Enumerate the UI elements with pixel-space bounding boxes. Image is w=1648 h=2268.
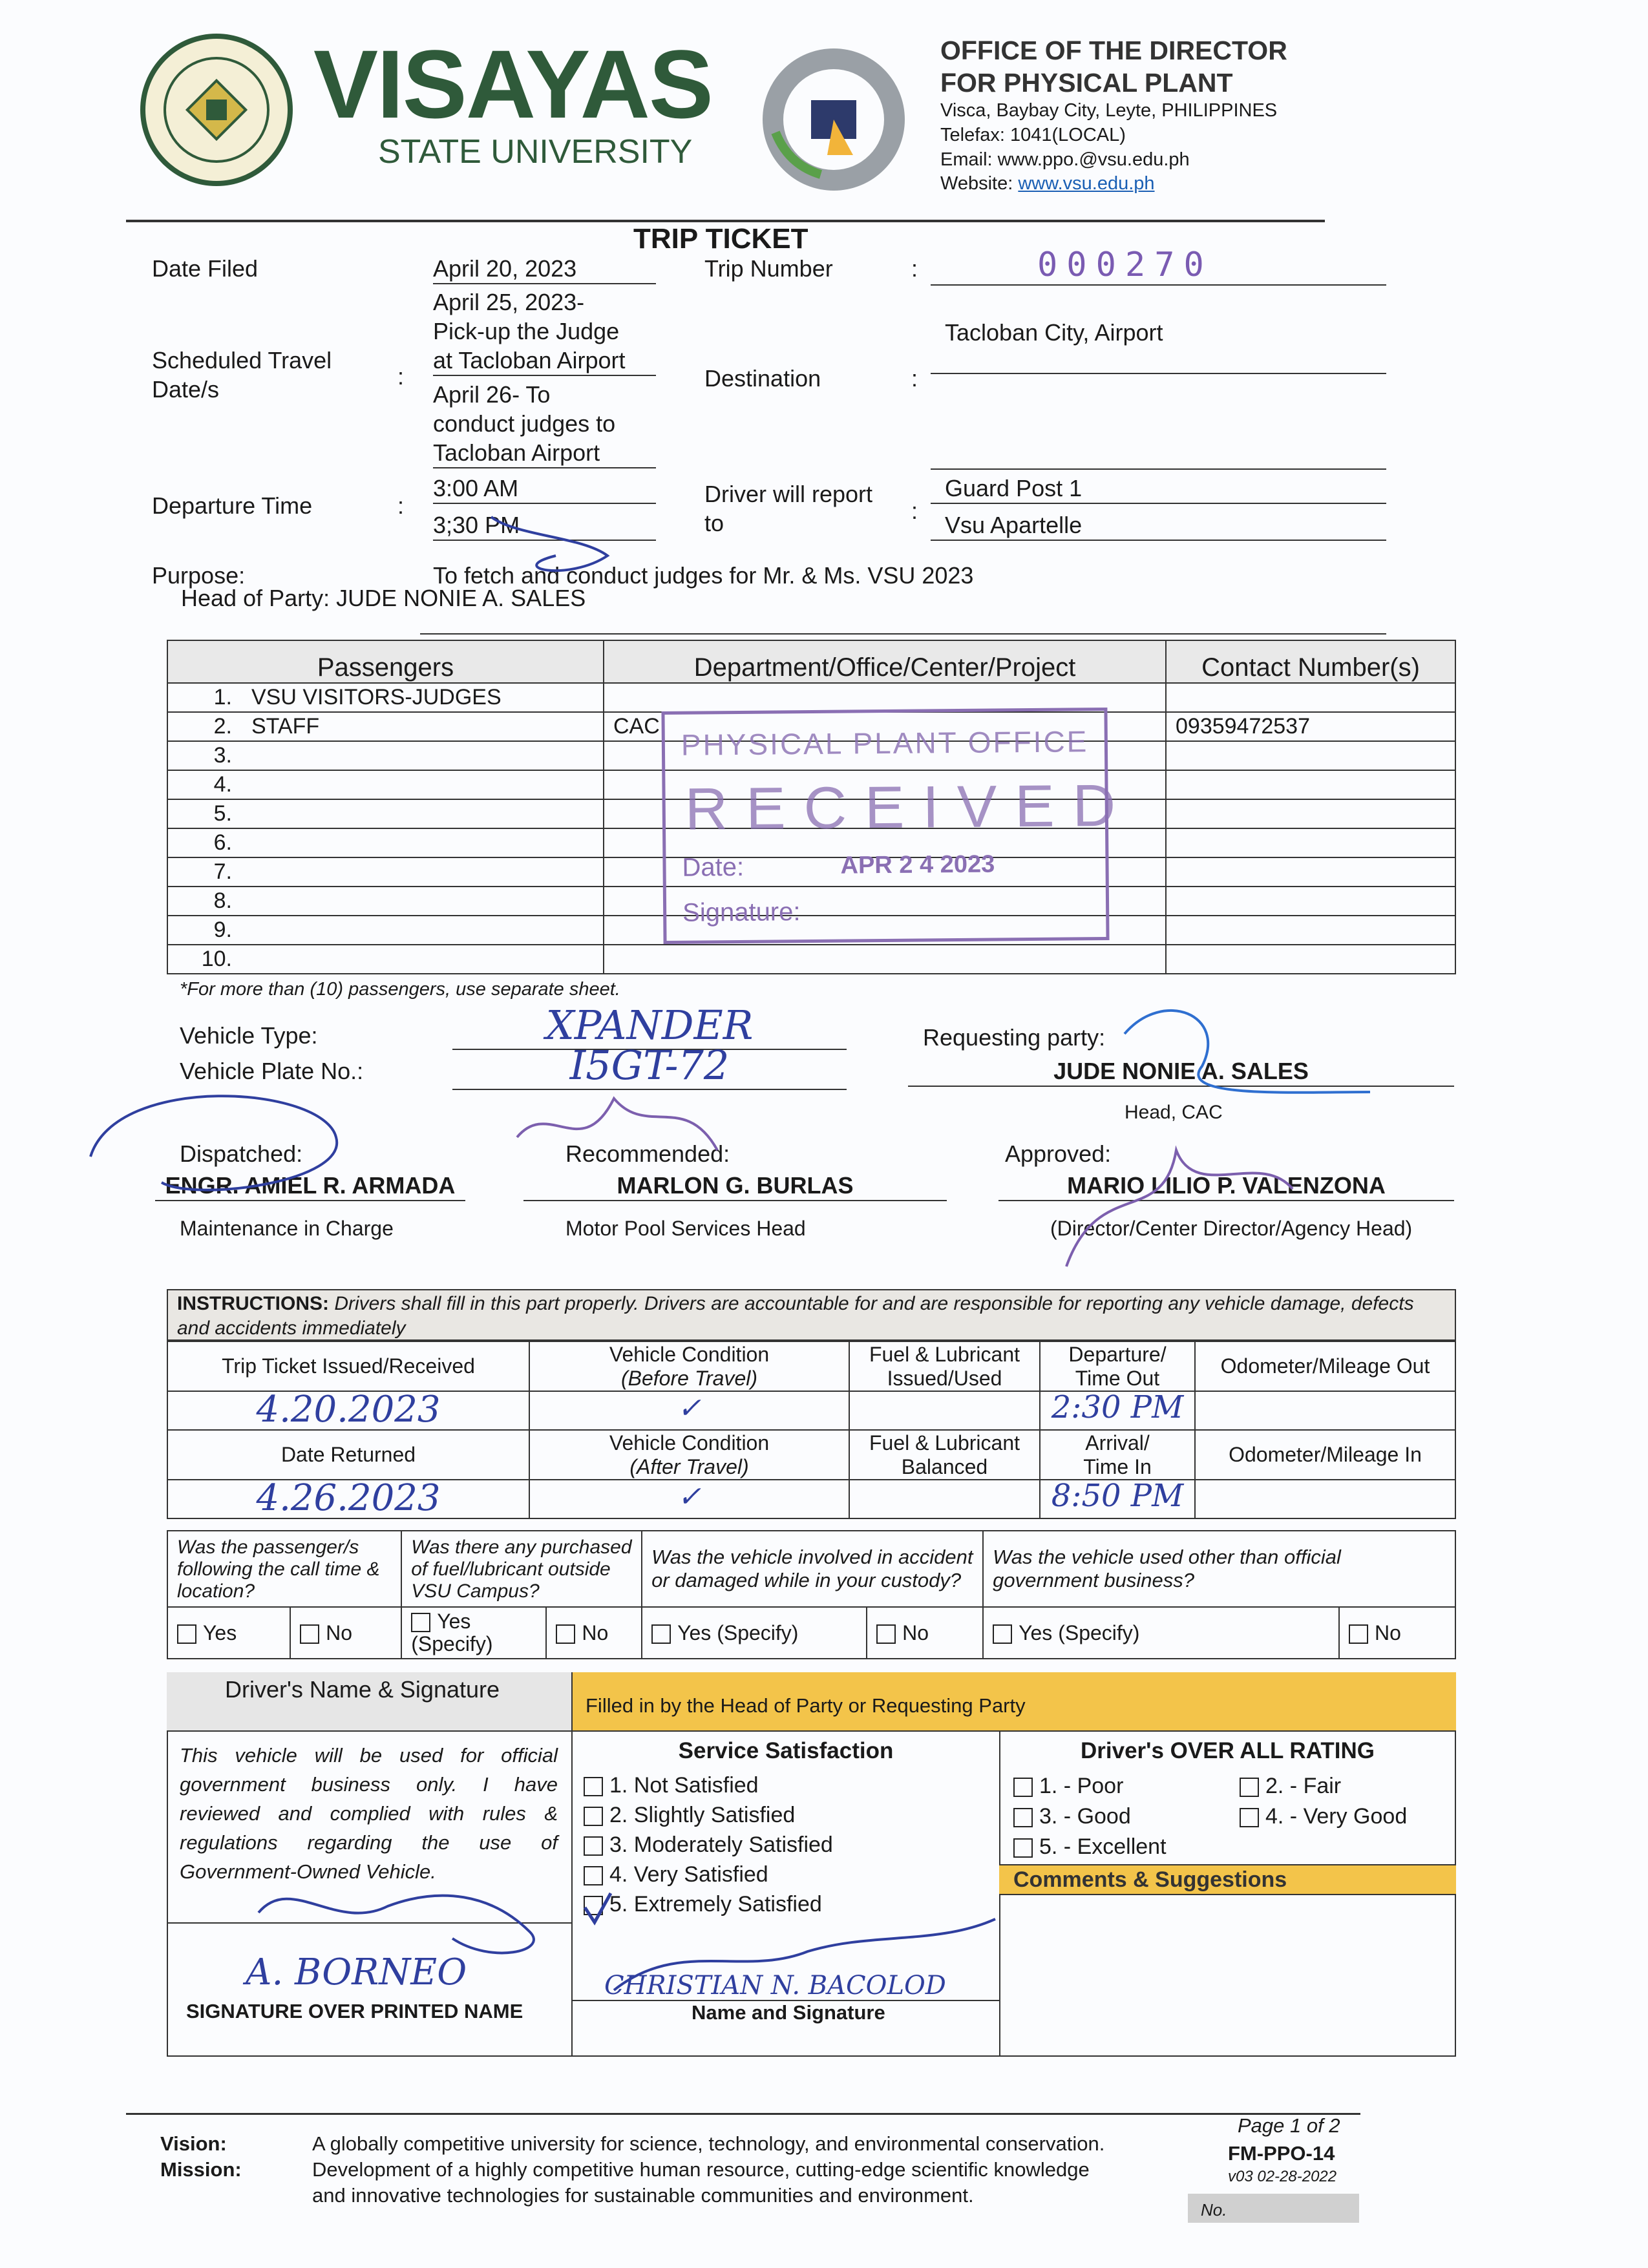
- scheduled-label: [152, 346, 332, 404]
- passenger-contact: [1166, 770, 1455, 799]
- requesting-title: Head, CAC: [1125, 1102, 1223, 1123]
- q2-yes-label-2: (Specify): [411, 1632, 493, 1655]
- number-box: [1188, 2194, 1359, 2223]
- passenger-num: 4.: [213, 772, 232, 797]
- university-subname: STATE UNIVERSITY: [378, 133, 693, 171]
- arr-time-label: [1040, 1430, 1195, 1480]
- university-seal: [139, 32, 294, 187]
- driver-report-label: [704, 479, 872, 538]
- rating-2[interactable]: [1240, 1774, 1341, 1799]
- dispatched-label: Dispatched:: [180, 1140, 303, 1167]
- sched-2b: conduct judges to: [433, 410, 616, 437]
- report-1: Guard Post 1: [931, 474, 1386, 504]
- passenger-row: [167, 683, 1455, 712]
- fuel-bal-label-1: Fuel & Lubricant: [869, 1431, 1020, 1454]
- departure-colon: :: [397, 492, 405, 519]
- cond-after-label: [529, 1430, 849, 1480]
- q4-no-label: No: [1375, 1621, 1401, 1644]
- passenger-name-cell: [167, 770, 604, 799]
- checkbox[interactable]: [411, 1613, 430, 1632]
- scheduled-label-1: Scheduled Travel: [152, 347, 332, 373]
- q2-yes[interactable]: [401, 1607, 546, 1659]
- office-address: Visca, Baybay City, Leyte, PHILIPPINES: [940, 100, 1278, 121]
- cond-before-value: ✓: [529, 1391, 849, 1430]
- sched-1: [433, 288, 656, 376]
- odo-out-label: Odometer/Mileage Out: [1195, 1341, 1455, 1391]
- scheduled-colon: :: [397, 363, 405, 390]
- vehicle-type-label: Vehicle Type:: [180, 1022, 318, 1049]
- q2-text: Was there any purchased of fuel/lubricant outside VSU Campus?: [401, 1531, 642, 1607]
- cond-after-value: ✓: [529, 1480, 849, 1518]
- trip-number-colon: :: [911, 255, 918, 282]
- satisfaction-option-label: 3. Moderately Satisfied: [609, 1832, 833, 1857]
- cond-after-label-2: (After Travel): [629, 1454, 749, 1478]
- col-contact: Contact Number(s): [1166, 640, 1455, 683]
- sched-1c: at Tacloban Airport: [433, 347, 626, 373]
- arr-time-label-2: Time In: [1083, 1454, 1152, 1478]
- q3-no-label: No: [902, 1621, 929, 1644]
- q3-yes-label: Yes (Specify): [677, 1621, 799, 1644]
- dep-time-label-2: Time Out: [1075, 1366, 1160, 1390]
- dep-time-label: [1040, 1341, 1195, 1391]
- driver-report-colon: :: [911, 498, 918, 524]
- destination-colon: :: [911, 365, 918, 392]
- purpose-label: Purpose:: [152, 562, 246, 589]
- passenger-row: [167, 945, 1455, 974]
- checkbox[interactable]: [1013, 1808, 1033, 1827]
- fuel-issued-label-2: Issued/Used: [887, 1366, 1002, 1390]
- satisfaction-title: Service Satisfaction: [678, 1738, 894, 1763]
- q1-no-label: No: [326, 1621, 353, 1644]
- head-sign-label: Name and Signature: [692, 2001, 885, 2024]
- q4-text: Was the vehicle used other than official government business?: [983, 1531, 1455, 1607]
- passenger-num: 1.: [213, 685, 232, 709]
- ppo-logo: [750, 36, 918, 204]
- passenger-num: 5.: [213, 801, 232, 826]
- footer-divider: [126, 2113, 1360, 2115]
- office-email: Email: www.ppo.@vsu.edu.ph: [940, 149, 1190, 170]
- checkbox[interactable]: [584, 1807, 603, 1826]
- comments-header: [999, 1864, 1456, 1895]
- rating-4-label: 4. - Very Good: [1265, 1804, 1408, 1829]
- cond-after-label-1: Vehicle Condition: [609, 1431, 770, 1454]
- mission-label: Mission:: [160, 2158, 242, 2181]
- passenger-num: 3.: [213, 743, 232, 768]
- satisfaction-option[interactable]: [584, 1860, 833, 1889]
- q1-yes-label: Yes: [203, 1621, 237, 1644]
- date-filed-label: Date Filed: [152, 255, 259, 282]
- website-link[interactable]: www.vsu.edu.ph: [1018, 173, 1155, 194]
- fuel-bal-label: [849, 1430, 1040, 1480]
- trip-number-value: 000270: [931, 246, 1386, 286]
- passenger-contact: [1166, 683, 1455, 712]
- satisfaction-option[interactable]: [584, 1889, 833, 1919]
- requesting-name: JUDE NONIE A. SALES: [908, 1056, 1454, 1087]
- rating-2-label: 2. - Fair: [1265, 1774, 1342, 1798]
- fuel-bal-label-2: Balanced: [901, 1454, 988, 1478]
- checkbox[interactable]: [1013, 1838, 1033, 1858]
- requesting-label: Requesting party:: [923, 1024, 1106, 1051]
- cond-before-label: [529, 1341, 849, 1391]
- vision-label: Vision:: [160, 2132, 227, 2155]
- q1-no[interactable]: [290, 1607, 401, 1659]
- q2-no-label: No: [582, 1621, 609, 1644]
- passenger-num: 8.: [213, 888, 232, 913]
- issued-value: 4.20.2023: [167, 1391, 529, 1430]
- passenger-name-cell: [167, 741, 604, 770]
- head-of-party: Head of Party: JUDE NONIE A. SALES: [181, 585, 586, 611]
- returned-label: Date Returned: [167, 1430, 529, 1480]
- instructions-box: [167, 1289, 1456, 1341]
- office-website: [940, 173, 1155, 194]
- issued-label: Trip Ticket Issued/Received: [167, 1341, 529, 1391]
- dispatched-title: Maintenance in Charge: [180, 1217, 394, 1240]
- passenger-contact: [1166, 741, 1455, 770]
- stamp-received: RECEIVED: [684, 772, 1134, 843]
- vehicle-plate-value: I5GT-72: [452, 1042, 847, 1090]
- comments-title: Comments & Suggestions: [1013, 1867, 1287, 1892]
- fuel-issued-label: [849, 1341, 1040, 1391]
- passenger-contact: [1166, 916, 1455, 945]
- satisfaction-option[interactable]: [584, 1830, 833, 1860]
- dep-time-label-1: Departure/: [1068, 1342, 1167, 1366]
- received-stamp: [661, 708, 1134, 944]
- approved-label: Approved:: [1005, 1140, 1112, 1167]
- passenger-name-cell: [167, 828, 604, 857]
- approved-name: MARIO LILIO P. VALENZONA: [998, 1171, 1454, 1201]
- satisfaction-option[interactable]: [584, 1800, 833, 1830]
- stamp-date: APR 2 4 2023: [840, 850, 995, 879]
- approved-title: (Director/Center Director/Agency Head): [1050, 1217, 1413, 1240]
- q4-yes[interactable]: [983, 1607, 1339, 1659]
- passenger-num: 10.: [201, 947, 232, 971]
- satisfaction-option-label: 5. Extremely Satisfied: [609, 1892, 822, 1916]
- fuel-issued-label-1: Fuel & Lubricant: [869, 1342, 1020, 1366]
- q3-text: Was the vehicle involved in accident or damaged while in your custody?: [642, 1531, 983, 1607]
- fuel-bal-value: [849, 1480, 1040, 1518]
- q2-yes-label-1: Yes: [437, 1609, 471, 1633]
- q4-yes-label: Yes (Specify): [1019, 1621, 1140, 1644]
- checkbox[interactable]: [1349, 1624, 1368, 1644]
- satisfaction-option[interactable]: [584, 1770, 833, 1800]
- passenger-contact: [1166, 799, 1455, 828]
- passenger-name-cell: [167, 887, 604, 916]
- passenger-contact: [1166, 945, 1455, 974]
- departure-1: 3:00 AM: [433, 474, 656, 504]
- arr-time-label-1: Arrival/: [1085, 1431, 1150, 1454]
- q4-no[interactable]: [1339, 1607, 1455, 1659]
- recommended-label: Recommended:: [565, 1140, 730, 1167]
- header-divider: [126, 220, 1325, 222]
- driver-printed-name: A. BORNEO: [246, 1951, 467, 1993]
- stamp-office: PHYSICAL PLANT OFFICE: [681, 724, 1089, 762]
- col-department: Department/Office/Center/Project: [604, 640, 1166, 683]
- passenger-num: 6.: [213, 830, 232, 855]
- fuel-issued-value: [849, 1391, 1040, 1430]
- destination-label: Destination: [704, 365, 821, 392]
- passengers-note: *For more than (10) passengers, use separate sheet.: [180, 979, 620, 1000]
- arr-time-value: 8:50 PM: [1040, 1480, 1195, 1518]
- sched-2c: Tacloban Airport: [433, 439, 600, 466]
- rating-5[interactable]: [1013, 1834, 1167, 1860]
- office-title-2: FOR PHYSICAL PLANT: [940, 68, 1233, 98]
- purpose-line: [420, 633, 1386, 635]
- driver-report-label-2: to: [704, 510, 724, 536]
- passenger-name: VSU VISITORS-JUDGES: [251, 685, 502, 709]
- questions-table: [167, 1530, 1456, 1659]
- sched-1b: Pick-up the Judge: [433, 318, 620, 344]
- passenger-contact: [1166, 828, 1455, 857]
- office-telefax: Telefax: 1041(LOCAL): [940, 125, 1126, 145]
- recommended-name: MARLON G. BURLAS: [523, 1171, 947, 1201]
- passenger-contact: 09359472537: [1166, 712, 1455, 741]
- satisfaction-list: [584, 1770, 833, 1919]
- driver-statement: This vehicle will be used for official government business only. I have reviewed and complied with rules & regulations regarding the use of Government-Owned Vehicle.: [180, 1744, 558, 1883]
- university-name: VISAYAS: [313, 30, 712, 138]
- q1-yes[interactable]: [167, 1607, 290, 1659]
- passenger-name-cell: [167, 916, 604, 945]
- returned-value: 4.26.2023: [167, 1480, 529, 1518]
- stamp-date-label: Date:: [682, 852, 745, 882]
- driver-report-label-1: Driver will report: [704, 481, 873, 507]
- departure-2: 3;30 PM: [433, 510, 656, 541]
- satisfaction-option-label: 1. Not Satisfied: [609, 1773, 759, 1798]
- vision-text: A globally competitive university for science, technology, and environmental conservation.: [312, 2132, 1105, 2155]
- rating-3[interactable]: [1013, 1804, 1131, 1829]
- passenger-name-cell: [167, 857, 604, 887]
- head-signer-name: CHRISTIAN N. BACOLOD: [604, 1971, 946, 2000]
- odo-in-label: Odometer/Mileage In: [1195, 1430, 1455, 1480]
- passenger-name-cell: [167, 712, 604, 741]
- passenger-num: 7.: [213, 859, 232, 884]
- website-label: Website:: [940, 173, 1019, 194]
- checkbox[interactable]: [300, 1624, 319, 1644]
- rating-1[interactable]: [1013, 1774, 1123, 1799]
- sched-2a: April 26- To: [433, 381, 551, 408]
- odo-in-value: [1195, 1480, 1455, 1518]
- date-filed-value: April 20, 2023: [433, 254, 656, 284]
- dep-time-value: 2:30 PM: [1040, 1391, 1195, 1430]
- q3-yes[interactable]: [642, 1607, 867, 1659]
- recommended-title: Motor Pool Services Head: [565, 1217, 806, 1240]
- mission-text-2: and innovative technologies for sustainable communities and environment.: [312, 2184, 974, 2207]
- instructions-lead: INSTRUCTIONS:: [177, 1293, 329, 1314]
- page-number: Page 1 of 2: [1238, 2114, 1340, 2137]
- mission-text-1: Development of a highly competitive human resource, cutting-edge scientific knowledge: [312, 2158, 1090, 2181]
- vehicle-type-value: XPANDER: [452, 1002, 847, 1050]
- passenger-name-cell: [167, 945, 604, 974]
- passenger-dept: CAC: [604, 712, 1166, 741]
- trip-log-table: [167, 1341, 1456, 1519]
- driver-header-text: Driver's Name & Signature: [225, 1676, 500, 1703]
- checkbox[interactable]: [584, 1777, 603, 1796]
- odo-out-value: [1195, 1391, 1455, 1430]
- rating-1-label: 1. - Poor: [1039, 1774, 1124, 1798]
- dispatched-name: ENGR. AMIEL R. ARMADA: [155, 1171, 465, 1201]
- driver-divider: [571, 1732, 573, 2057]
- driver-header: [167, 1672, 573, 1732]
- scheduled-label-2: Date/s: [152, 376, 220, 403]
- cond-before-label-2: (Before Travel): [620, 1366, 757, 1390]
- head-banner-text: Filled in by the Head of Party or Requesting Party: [586, 1694, 1026, 1717]
- cond-before-label-1: Vehicle Condition: [609, 1342, 770, 1366]
- rating-3-label: 3. - Good: [1039, 1804, 1131, 1829]
- number-label: No.: [1201, 2200, 1227, 2220]
- q2-no[interactable]: [546, 1607, 642, 1659]
- checkbox[interactable]: [876, 1624, 896, 1644]
- checkbox[interactable]: [1240, 1808, 1259, 1827]
- head-banner: [573, 1672, 1456, 1732]
- sched-1a: April 25, 2023-: [433, 289, 585, 315]
- q1-text: Was the passenger/s following the call time & location?: [167, 1531, 401, 1607]
- checkbox[interactable]: [584, 1866, 603, 1885]
- checkbox[interactable]: [651, 1624, 671, 1644]
- passenger-dept: [604, 945, 1166, 974]
- instructions-text: Drivers shall fill in this part properly. Drivers are accountable for and are responsible for reporting any vehicle damage, defects and accidents immediately: [177, 1293, 1414, 1339]
- office-title-1: OFFICE OF THE DIRECTOR: [940, 36, 1287, 65]
- destination-value: Tacloban City, Airport: [931, 318, 1386, 374]
- checkbox[interactable]: [556, 1624, 575, 1644]
- satisfaction-option-label: 4. Very Satisfied: [609, 1862, 768, 1887]
- passenger-num: 2.: [213, 714, 232, 739]
- checkbox[interactable]: [584, 1896, 603, 1915]
- rating-title: Driver's OVER ALL RATING: [1081, 1738, 1375, 1763]
- trip-number-label: Trip Number: [704, 255, 833, 282]
- passenger-name: STAFF: [251, 714, 320, 739]
- passenger-num: 9.: [213, 918, 232, 942]
- sched-2: [433, 380, 656, 468]
- form-title: TRIP TICKET: [633, 223, 808, 255]
- departure-label: Departure Time: [152, 492, 313, 519]
- vehicle-plate-label: Vehicle Plate No.:: [180, 1058, 364, 1084]
- checkbox[interactable]: [993, 1624, 1012, 1644]
- driver-sign-box: [167, 1922, 573, 1924]
- passenger-contact: [1166, 857, 1455, 887]
- passenger-contact: [1166, 887, 1455, 916]
- col-passengers: Passengers: [167, 640, 604, 683]
- checkbox[interactable]: [1013, 1778, 1033, 1797]
- satisfaction-option-label: 2. Slightly Satisfied: [609, 1803, 796, 1827]
- driver-sign-footer: SIGNATURE OVER PRINTED NAME: [186, 2000, 523, 2022]
- form-code: FM-PPO-14: [1228, 2142, 1335, 2165]
- purpose-value: To fetch and conduct judges for Mr. & Ms. VSU 2023: [433, 562, 974, 589]
- report-2: Vsu Apartelle: [931, 510, 1386, 541]
- passenger-name-cell: [167, 683, 604, 712]
- rating-4[interactable]: [1240, 1804, 1407, 1829]
- checkbox[interactable]: [584, 1836, 603, 1856]
- stamp-signature-label: Signature:: [682, 898, 801, 927]
- passenger-name-cell: [167, 799, 604, 828]
- destination-extra-line: [931, 468, 1386, 470]
- checkbox[interactable]: [177, 1624, 196, 1644]
- form-version: v03 02-28-2022: [1228, 2168, 1337, 2185]
- rating-5-label: 5. - Excellent: [1039, 1834, 1167, 1859]
- checkbox[interactable]: [1240, 1778, 1259, 1797]
- q3-no[interactable]: [867, 1607, 983, 1659]
